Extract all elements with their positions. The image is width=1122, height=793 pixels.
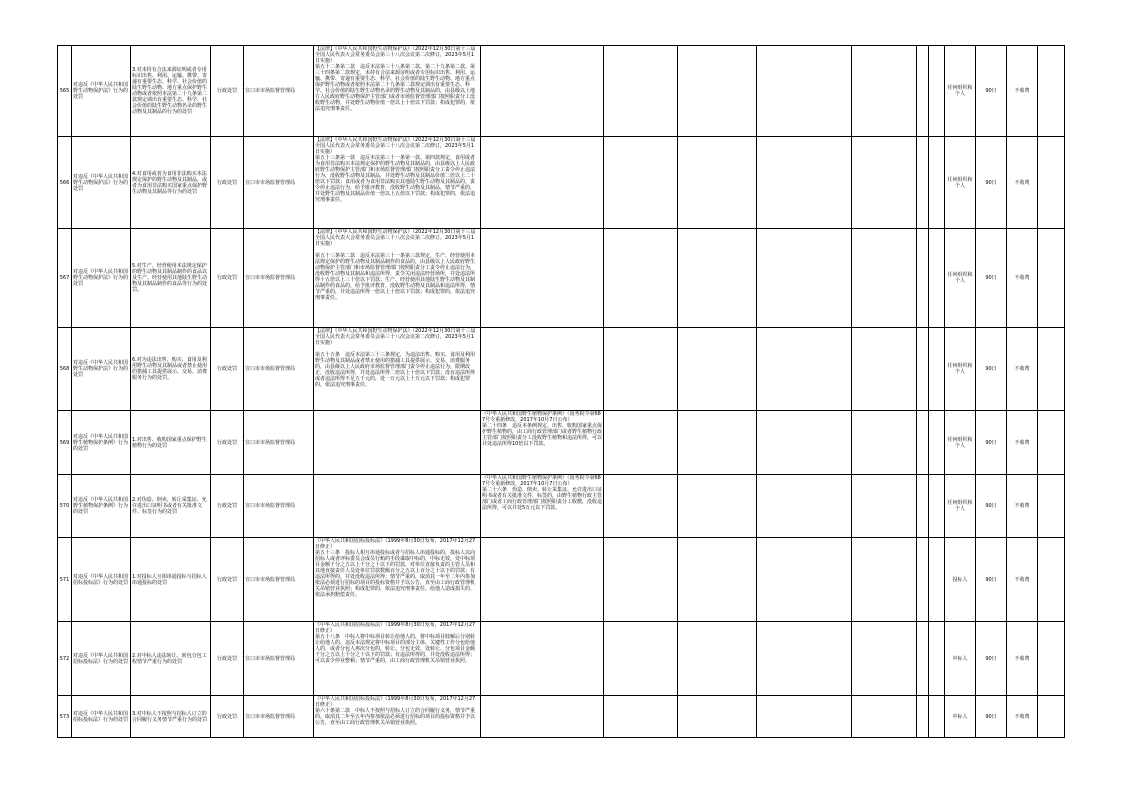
empty-cell [917,46,929,137]
item-name: 对违反《中华人民共和国野生动物保护法》行为的处罚 [72,328,131,411]
time-limit: 90日 [976,411,1007,475]
legal-basis-regulation [481,538,604,622]
empty-cell [929,475,945,538]
time-limit: 90日 [976,137,1007,229]
empty-cell [604,46,678,137]
empty-cell [1038,696,1065,738]
row-number: 565 [58,46,72,137]
legal-basis: 【法律】《中华人民共和国野生动物保护法》（2022年12月30日第十三届全国人民代表大会常务委员会第三十八次会议第二次修订，2023年5月1日实施） 第五十五条 违反本法第三十三条规定，为违法出售、购买、食用及利用野生动物及其制品或者禁止使用的猎捕工具提供展示、交易、消费服务的，由县级以上人民政府市场监督管理部门责令停止违法行为，限期改正，没收违法所得，并处违法所得二倍以上十倍以下罚款；没有违法所得或者违法所得不足五千元的，处一万元以上十万元以下罚款；构成犯罪的，依法追究刑事责任。 [314,328,481,411]
power-type: 行政处罚 [211,328,244,411]
empty-cell [678,696,757,738]
empty-cell [1038,411,1065,475]
empty-cell [678,475,757,538]
item-name: 对违反《中华人民共和国招标投标法》行为的处罚 [72,696,131,738]
target-party: 任何组织和个人 [945,46,976,137]
item-name: 对违反《中华人民共和国野生植物保护条例》行为的处罚 [72,411,131,475]
legal-basis: 《中华人民共和国招标投标法》（1999年8月30日发布，2017年12月27日修正） 第六十条第二款 中标人不按照与招标人订立的合同履行义务，情节严重的，取消其二年至五年内参加依法必须进行招标的项目的投标资格并予以公告，直至由工商行政管理机关吊销营业执照。 [314,696,481,738]
row-number: 573 [58,696,72,738]
fee: 不收费 [1007,538,1038,622]
item-name: 对违反《中华人民共和国野生动物保护法》行为的处罚 [72,46,131,137]
legal-basis [314,411,481,475]
agency: 宣口市市场监督管理局 [244,411,314,475]
row-number: 566 [58,137,72,229]
sub-item: 3.对未持有合法来源证明或者专用标识出售、利用、运输、携带、寄递有重要生态、科学、社会价值的陆生野生动物、地方重点保护野生动物或者依照本法第二十九条第二款规定调出有重要生态、科学、社会价值的陆生野生动物名录的野生动物及其制品的行为的处罚 [131,46,211,137]
table-row [58,475,1065,538]
table-row [58,622,1065,696]
legal-basis-regulation [481,229,604,328]
empty-cell [917,475,929,538]
row-number: 567 [58,229,72,328]
empty-cell [929,696,945,738]
empty-cell [757,411,852,475]
sub-item: 3.对中标人不按照与招标人订立的合同履行义务情节严重行为的处罚 [131,696,211,738]
legal-basis: 《中华人民共和国招标投标法》（1999年8月30日发布，2017年12月27日修正） 第五十八条 中标人将中标项目转让给他人的，将中标项目肢解后分别转让给他人的，违反本法规定将中标项目的部分主体、关键性工作分包给他人的，或者分包人再次分包的，转让、分包无效，处转让、分包项目金额千分之五以上千分之十以下的罚款；有违法所得的，并处没收违法所得；可以责令停业整顿；情节严重的，由工商行政管理机关吊销营业执照。 [314,622,481,696]
empty-cell [678,328,757,411]
agency: 宣口市市场监督管理局 [244,475,314,538]
empty-cell [917,622,929,696]
power-list-table [57,45,1065,738]
empty-cell [604,411,678,475]
empty-cell [1038,475,1065,538]
power-type: 行政处罚 [211,696,244,738]
time-limit: 90日 [976,229,1007,328]
empty-cell [917,328,929,411]
time-limit: 90日 [976,622,1007,696]
agency: 宣口市市场监督管理局 [244,229,314,328]
power-type: 行政处罚 [211,622,244,696]
empty-cell [1038,46,1065,137]
empty-cell [1038,622,1065,696]
power-type: 行政处罚 [211,137,244,229]
empty-cell [917,229,929,328]
legal-basis-regulation: 《中华人民共和国野生植物保护条例》（国务院令第687号令重新修改，2017年10月7日公布） 第二十四条 违反本条例规定，出售、收购国家重点保护野生植物的，由工商行政管理部门或者野生植物行政主管部门按照职责分工没收野生植物和违法所得，可以并处违法所得10倍以下罚款。 [481,411,604,475]
target-party: 中标人 [945,622,976,696]
power-type: 行政处罚 [211,411,244,475]
legal-basis: 【法律】《中华人民共和国野生动物保护法》（2022年12月30日第十三届全国人民代表大会常务委员会第三十八次会议第二次修订，2023年5月1日实施） 第五十三条第二款 违反本法第三十一条第三款规定，生产、经营使用本法规定保护的野生动物及其制品制作的食品的，由县级以上人民政府野生动物保护主管部门和市场监督管理部门按照职责分工责令停止违法行为，没收野生动物及其制品和违法所得，责令关闭违法经营场所，并处违法所得十五倍以上三十倍以下罚款；生产、经营使用其他陆生野生动物及其制品制作的食品的，给予批评教育，没收野生动物及其制品和违法所得，情节严重的，并处违法所得一倍以上十倍以下罚款；构成犯罪的，依法追究刑事责任。 [314,229,481,328]
legal-basis: 【法律】《中华人民共和国野生动物保护法》（2022年12月30日第十三届全国人民代表大会常务委员会第三十八次会议第二次修订，2023年5月1日实施） 第五十三条第一款 违反本法第三十一条第一款、第四款规定，食用或者为食用非法购买本法规定保护的野生动物及其制品的，由县级以上人民政府野生动物保护主管部门和市场监督管理部门按照职责分工责令停止违法行为，没收野生动物及其制品，并处野生动物及其制品价值二倍以上二十倍以下罚款；食用或者为食用非法购买其他陆生野生动物及其制品的，责令停止违法行为，给予批评教育，没收野生动物及其制品，情节严重的，并处野生动物及其制品价值一倍以上五倍以下罚款；构成犯罪的，依法追究刑事责任。 [314,137,481,229]
empty-cell [604,328,678,411]
empty-cell [678,622,757,696]
empty-cell [917,411,929,475]
empty-cell [1038,229,1065,328]
row-number: 569 [58,411,72,475]
empty-cell [757,46,852,137]
legal-basis-regulation [481,46,604,137]
agency: 宣口市市场监督管理局 [244,696,314,738]
empty-cell [604,538,678,622]
empty-cell [757,229,852,328]
power-type: 行政处罚 [211,475,244,538]
sub-item: 1.对出售、收购国家重点保护野生植物行为的处罚 [131,411,211,475]
empty-cell [852,137,917,229]
time-limit: 90日 [976,538,1007,622]
empty-cell [678,137,757,229]
empty-cell [852,538,917,622]
row-number: 571 [58,538,72,622]
legal-basis-regulation [481,696,604,738]
fee: 不收费 [1007,622,1038,696]
item-name: 对违反《中华人民共和国野生动物保护法》行为的处罚 [72,229,131,328]
item-name: 对违反《中华人民共和国野生动物保护法》行为的处罚 [72,137,131,229]
fee: 不收费 [1007,328,1038,411]
empty-cell [852,46,917,137]
fee: 不收费 [1007,411,1038,475]
table-row [58,538,1065,622]
empty-cell [757,622,852,696]
table-row [58,328,1065,411]
agency: 宣口市市场监督管理局 [244,46,314,137]
power-type: 行政处罚 [211,46,244,137]
table-row [58,411,1065,475]
empty-cell [757,475,852,538]
target-party: 中标人 [945,696,976,738]
sub-item: 6.对为违法出售、购买、食用及利用野生动物及其制品或者禁止使用的猎捕工具提供展示、交易、消费服务行为的处罚。 [131,328,211,411]
table-row [58,696,1065,738]
legal-basis-regulation: 《中华人民共和国野生植物保护条例》（国务院令第687号令重新修改，2017年10月7日公布） 第二十六条 伪造、倒卖、转让采集证、允许进出口证明书或者有关批准文件、标签的，由野生植物行政主管部门或者工商行政管理部门按照职责分工收缴，没收违法所得，可以并处5万元以下罚款。 [481,475,604,538]
target-party: 任何组织和个人 [945,475,976,538]
sub-item: 2.对伪造、倒卖、转让采集证、允许进出口证明书或者有关批准文件、标签行为的处罚 [131,475,211,538]
empty-cell [852,696,917,738]
empty-cell [929,538,945,622]
empty-cell [929,411,945,475]
empty-cell [678,411,757,475]
empty-cell [852,328,917,411]
empty-cell [917,137,929,229]
empty-cell [604,696,678,738]
target-party: 任何组织和个人 [945,328,976,411]
fee: 不收费 [1007,46,1038,137]
empty-cell [929,622,945,696]
empty-cell [604,622,678,696]
item-name: 对违反《中华人民共和国招标投标法》行为的处罚 [72,538,131,622]
empty-cell [604,229,678,328]
empty-cell [852,475,917,538]
item-name: 对违反《中华人民共和国野生植物保护条例》行为的处罚 [72,475,131,538]
empty-cell [929,137,945,229]
fee: 不收费 [1007,696,1038,738]
power-type: 行政处罚 [211,538,244,622]
time-limit: 90日 [976,696,1007,738]
table-row [58,137,1065,229]
empty-cell [917,696,929,738]
legal-basis: 【法律】《中华人民共和国野生动物保护法》（2022年12月30日第十三届全国人民代表大会常务委员会第三十八次会议第二次修订，2023年5月1日实施） 第五十二条第二款 违反本法第三十八条第二款、第二十九条第二款、第三十四条第二款规定，未持有合法来源证明或者专用标识出售、利用、运输、携带、寄递有重要生态、科学、社会价值的陆生野生动物、地方重点保护野生动物或者依照本法第二十九条第二款规定调出有重要生态、科学、社会价值的陆生野生动物名录的野生动物及其制品的，由县级以上地方人民政府野生动物保护主管部门或者市场监督管理部门按照职责分工没收野生动物，并处野生动物价值一倍以上十倍以下罚款；构成犯罪的，依法追究刑事责任。 [314,46,481,137]
legal-basis-regulation [481,137,604,229]
empty-cell [1038,328,1065,411]
sub-item: 5.对生产、经营使用本法规定保护的野生动物及其制品制作的食品以及生产、经营使用其他陆生野生动物及其制品制作的食品等行为的处罚。 [131,229,211,328]
time-limit: 90日 [976,328,1007,411]
agency: 宣口市市场监督管理局 [244,622,314,696]
fee: 不收费 [1007,475,1038,538]
fee: 不收费 [1007,229,1038,328]
target-party: 任何组织和个人 [945,229,976,328]
legal-basis: 《中华人民共和国招标投标法》（1999年8月30日发布，2017年12月27日修正） 第五十三条 投标人相互串通投标或者与招标人串通投标的，投标人以向招标人或者评标委员会成员行贿的手段谋取中标的，中标无效，处中标项目金额千分之五以上千分之十以下的罚款，对单位直接负责的主管人员和其他直接责任人员处单位罚款数额百分之五以上百分之十以下的罚款；有违法所得的，并处没收违法所得；情节严重的，取消其一年至二年内参加依法必须进行招标的项目的投标资格并予以公告，直至由工商行政管理机关吊销营业执照；构成犯罪的，依法追究刑事责任。给他人造成损失的，依法承担赔偿责任。 [314,538,481,622]
time-limit: 90日 [976,475,1007,538]
sub-item: 4.对食用或者为食用非法购买本法规定保护的野生动物及其制品，或者为食用非法购买国家重点保护野生动物及其制品等行为的处罚 [131,137,211,229]
empty-cell [852,411,917,475]
empty-cell [604,475,678,538]
empty-cell [757,696,852,738]
empty-cell [604,137,678,229]
item-name: 对违反《中华人民共和国招标投标法》行为的处罚 [72,622,131,696]
row-number: 570 [58,475,72,538]
table-row [58,46,1065,137]
agency: 宣口市市场监督管理局 [244,538,314,622]
empty-cell [678,538,757,622]
target-party: 任何组织和个人 [945,137,976,229]
power-type: 行政处罚 [211,229,244,328]
agency: 宣口市市场监督管理局 [244,328,314,411]
empty-cell [757,538,852,622]
row-number: 572 [58,622,72,696]
legal-basis [314,475,481,538]
empty-cell [929,328,945,411]
empty-cell [929,229,945,328]
agency: 宣口市市场监督管理局 [244,137,314,229]
sub-item: 2.对中标人违法转让、转包分包工程情节严重行为的处罚 [131,622,211,696]
time-limit: 90日 [976,46,1007,137]
legal-basis-regulation [481,622,604,696]
row-number: 568 [58,328,72,411]
fee: 不收费 [1007,137,1038,229]
empty-cell [678,229,757,328]
empty-cell [929,46,945,137]
table-row [58,229,1065,328]
empty-cell [757,328,852,411]
empty-cell [1038,538,1065,622]
empty-cell [917,538,929,622]
empty-cell [852,229,917,328]
empty-cell [678,46,757,137]
target-party: 投标人 [945,538,976,622]
legal-basis-regulation [481,328,604,411]
sub-item: 1.对投标人互相串通投标与招标人串通投标的处罚 [131,538,211,622]
empty-cell [757,137,852,229]
empty-cell [852,622,917,696]
empty-cell [1038,137,1065,229]
target-party: 任何组织和个人 [945,411,976,475]
